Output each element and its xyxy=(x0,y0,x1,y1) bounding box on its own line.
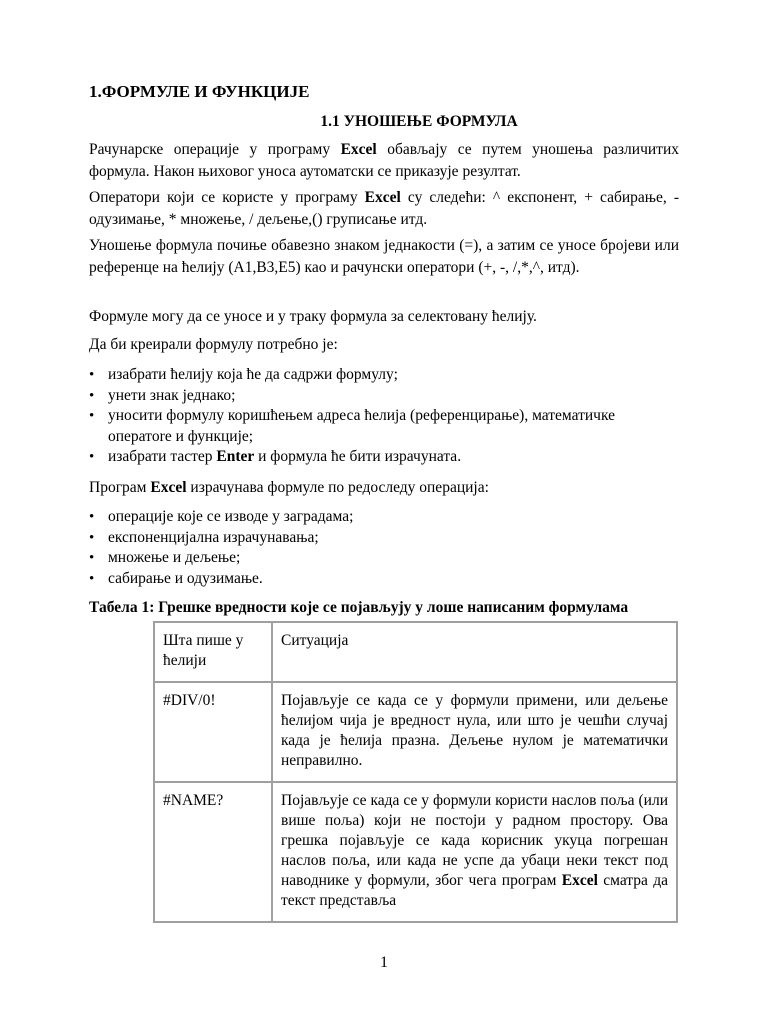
list-item: • експоненцијална израчунавања; xyxy=(89,528,689,549)
error-values-table xyxy=(153,621,678,923)
error-description-cell: Појављује се када се у формули примени, или дељење ћелијом чија је вредност нула, или што је чешћи случај када је ћелија празна. Дељење нулом је математички неправилно. xyxy=(272,682,677,782)
chapter-heading: 1.ФОРМУЛЕ И ФУНКЦИЈЕ xyxy=(89,82,310,101)
paragraph-create-formula: Да би креирали формулу потребно је: xyxy=(89,336,338,353)
table-caption: Табела 1: Грешке вредности које се појављују у лоше написаним формулама xyxy=(89,599,629,616)
list-item: • изабрати ћелију која ће да садржи формулу; xyxy=(89,365,689,386)
paragraph-operators: Оператори који се користе у програму Excel су следећи: ^ експонент, + сабирање, - одузимање, * множење, / дељење,() груписање итд. xyxy=(89,189,680,228)
table-row xyxy=(154,782,677,922)
table-header-row xyxy=(154,622,677,682)
order-list xyxy=(89,507,689,589)
section-heading: 1.1 УНОШЕЊЕ ФОРМУЛА xyxy=(320,113,518,130)
header-cell: Ситуација xyxy=(272,622,677,682)
error-code-cell: #DIV/0! xyxy=(154,682,272,782)
table-row xyxy=(154,682,677,782)
paragraph-formula-bar: Формуле могу да се уносе и у траку формула за селектовану ћелију. xyxy=(89,308,537,325)
paragraph-intro: Рачунарске операције у програму Excel обављају се путем уношења различитих формула. Након њиховог уноса аутоматски се приказује резултат. xyxy=(89,141,679,180)
paragraph-order: Програм Excel израчунава формуле по редоследу операција: xyxy=(89,479,489,496)
list-item: • операције које се изводе у заградама; xyxy=(89,507,689,528)
error-code-cell: #NAME? xyxy=(154,782,272,922)
error-description-cell: Појављује се када се у формули користи наслов поља (или више поља) који не постоји у радном простору. Ова грешка појављује се када корисник укуца погрешан наслов поља, или када не успе да убаци неки текст под наводнике у формули, због чега програм Excel сматра да текст представља xyxy=(272,782,677,922)
list-item: • сабирање и одузимање. xyxy=(89,569,689,590)
paragraph-formula-entry: Уношење формула почиње обавезно знаком једнакости (=), а затим се уносе бројеви или референце на ћелију (A1,B3,E5) као и рачунски оператори (+, -, /,*,^, итд). xyxy=(89,237,679,276)
list-item: • изабрати тастер Enter и формула ће бити израчуната. xyxy=(89,447,689,468)
list-item: • унети знак једнако; xyxy=(89,386,689,407)
list-item: • множење и дељење; xyxy=(89,548,689,569)
page-number: 1 xyxy=(380,954,388,971)
steps-list xyxy=(89,365,689,468)
header-cell: Шта пише у ћелији xyxy=(154,622,272,682)
list-item: • уносити формулу коришћењем адреса ћелија (референцирање), математичке оператore и функције; xyxy=(89,406,673,447)
